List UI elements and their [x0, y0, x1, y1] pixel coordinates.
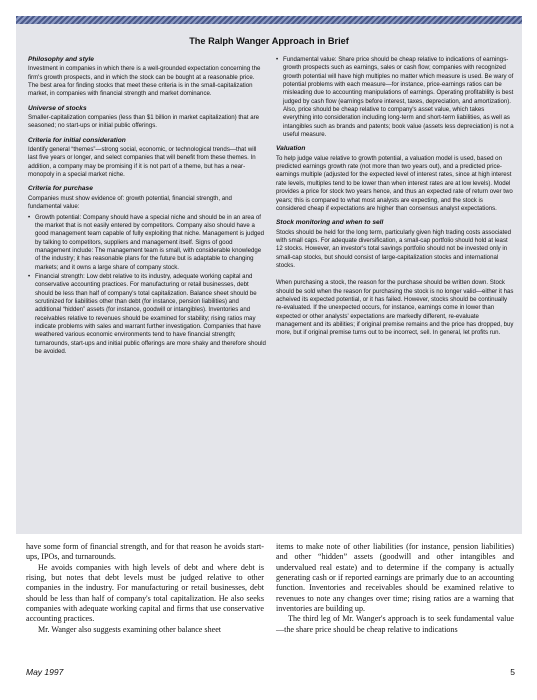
valuation-text: To help judge value relative to growth potential, a valuation model is used, based on predicted earnings growth rate (not more than two years out), and a predicted price-earnings multiple (adjusted for the expected level of interest rates, since at high interest rate levels, multiples tend to be lower than when interest rates are at low levels). Model provides a price for stock two years hence, and thus an expected rate of return over two years; this is compared to what most analysts are expecting, and the stock is considered cheap if expectations are higher than consensus analyst expectations.	[276, 154, 513, 212]
philosophy-text: Investment in companies in which there is a well-grounded expectation concerning the firm's growth prospects, and in which the stock can be bought at a reasonable price. The best area for finding stocks that meet these criteria is in the small-capitalization market, in companies with financial strength and market dominance.	[28, 65, 261, 98]
footer-date: May 1997	[26, 667, 64, 677]
body-right-column	[276, 542, 514, 635]
body-left-paragraph-3: Mr. Wanger also suggests examining other balance sheet	[38, 624, 222, 634]
philosophy-heading: Philosophy and style	[28, 56, 94, 63]
growth-potential-bullet: • Growth potential: Company should have a special niche and should be in an area of the market that is not easily entered by competitors. Company also should have a good management team capable of fully exploiting that niche. Management is judged by talking to competitors, suppliers and management itself. Signs of good management include: The management team is small, with considerable knowledge of the industry; it has reasonable plans for the future but is adaptable to changing markets; and it owns a large share of company stock.	[28, 214, 266, 272]
header-rule	[16, 16, 522, 24]
universe-heading: Universe of stocks	[28, 104, 87, 112]
fundamental-value-bullet: • Fundamental value: Share price should be cheap relative to indications of earnings-growth prospects such as earnings, sales or cash flow; companies with recognized growth potential will have high multiples no matter which measure is used. Be wary of potential problems with each measure—for instance, price-earnings ratios can be misleading due to accounting manipulations of earnings. Operating profitability is best judged by cash flow (earnings before interest, taxes, depreciation, and amortization). Also, price should be cheap relative to company's asset value, which takes everything into consideration including long-term and short-term liabilities, as well as intangibles such as brands and patents; book value (assets less depreciation) is not a useful measure.	[276, 56, 514, 139]
body-left-paragraph-2: He avoids companies with high levels of debt and where debt is rising, but notes that debt levels must be judged relative to other companies in the industry. For manufacturing or retail businesses, debt should be less than half of company's total capitalization. He also seeks companies with adequate working capital and firms that use conservative accounting practices.	[26, 562, 264, 624]
financial-strength-bullet: • Financial strength: Low debt relative to its industry, adequate working capital and conservative accounting practices. For manufacturing or retail businesses, debt should be less than half of company's total capitalization. Balance sheet should be scrutinized for liabilities other than debt (for instance, pension liabilities) and additional “hidden” assets (for instance, goodwill or intangibles). Inventories and receivables relative to revenues should be examined for stability; rising ratios may indicate problems with sales and warrant further investigation. Companies that have weathered various economic environments tend to have financial strength; turnarounds, start-ups and initial public offerings are more shaky and therefore should be avoided.	[28, 273, 266, 356]
sidebar-left-column	[28, 56, 266, 357]
sidebar-right-column	[276, 56, 514, 340]
valuation-heading: Valuation	[276, 145, 306, 153]
body-left-column	[26, 542, 264, 635]
body-right-paragraph-1: items to make note of other liabilities (for instance, pension liabilities) and other “hidden” assets (goodwill and other intangibles and undervalued real estate) and to determine if the company is actually generating cash or if reported earnings are primarly due to an accounting function. Inventories and receivables should be examined relative to revenues to note any changes over time; rising ratios are a warning that inventories are building up.	[276, 542, 514, 614]
body-left-paragraph-1: have some form of financial strength, and for that reason he avoids start-ups, IPOs, and turnarounds.	[26, 542, 264, 562]
monitoring-text-2: When purchasing a stock, the reason for the purchase should be written down. Stock should be sold when the reason for purchasing the stock is no longer valid—either it has acheived its expected potential, or it has failed. However, stocks should be continually re-evaluated. If the unexpected occurs, for instance, earnings come in lower than expected or other analysts' expectations are markedly different, re-evaluate management and its abilities; if original premise remains and the price has dropped, buy more, but if original premise turns out to be incorrect, sell. In general, let profits run.	[276, 279, 514, 337]
purchase-intro: Companies must show evidence of: growth potential, financial strength, and fundamental value:	[28, 194, 232, 211]
universe-text: Smaller-capitalization companies (less than $1 billion in market capitalization) that are seasoned; no start-ups or initial public offerings.	[28, 114, 259, 130]
initial-consideration-heading: Criteria for initial consideration	[28, 136, 126, 144]
initial-consideration-text: Identify general “themes”—strong social, economic, or technological trends—that will last five years or longer, and select companies that will benefit from these themes. In addition, a company may be promising if it is not part of a theme, but has a near-monopoly in a special market niche.	[28, 146, 257, 179]
page-number: 5	[510, 667, 515, 677]
sidebar-title: The Ralph Wanger Approach in Brief	[189, 36, 349, 46]
paragraph-gap	[276, 272, 514, 279]
sidebar-box	[16, 24, 522, 534]
purchase-heading: Criteria for purchase	[28, 185, 93, 193]
monitoring-text-1: Stocks should be held for the long term, particularly given high trading costs associated with small caps. For adequate diversification, a small-cap portfolio should hold at least 12 stocks. However, an investor's total savings portfolio should not be invested only in small-cap stocks, but should consist of large-capitalization stocks and international stocks.	[276, 228, 512, 269]
body-right-paragraph-2: The third leg of Mr. Wanger's approach is to seek fundamental value—the share price should be cheap relative to indications	[276, 614, 514, 634]
monitoring-heading: Stock monitoring and when to sell	[276, 219, 384, 227]
